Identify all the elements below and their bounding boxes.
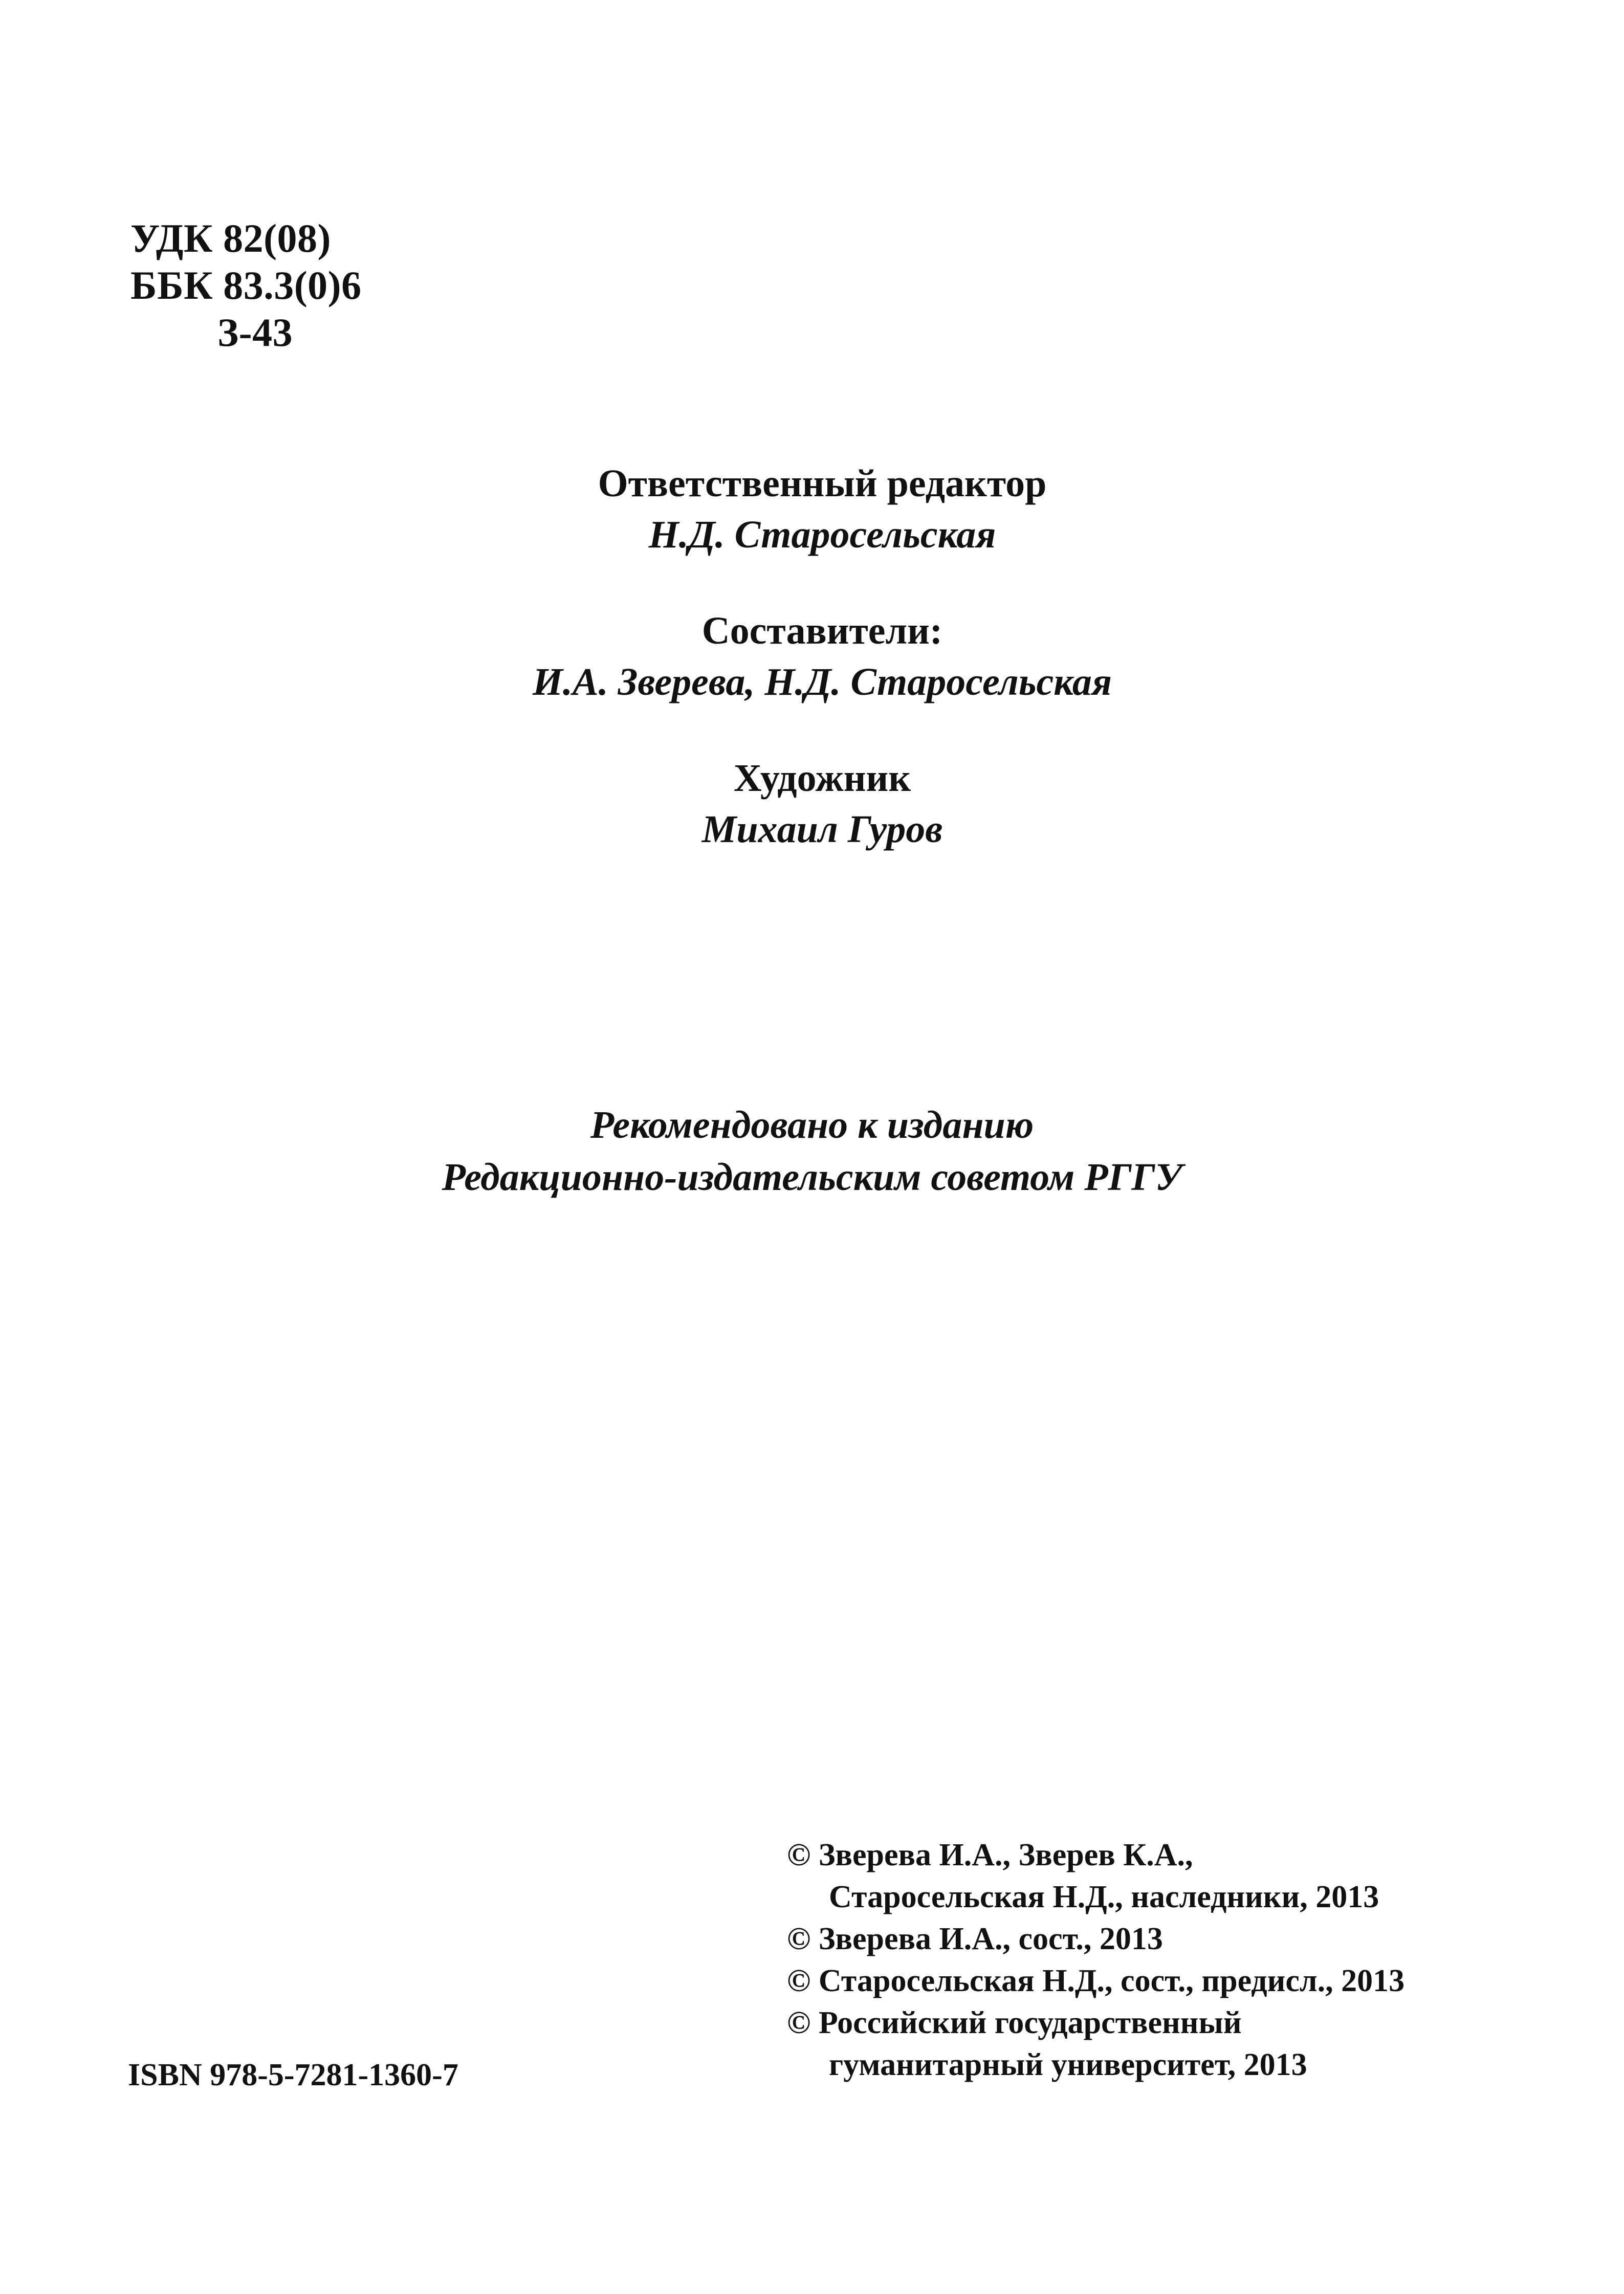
credit-compilers [20, 605, 1624, 708]
recommendation-line-2: Редакционно-издательским советом РГГУ [442, 1156, 1182, 1199]
credit-names: Н.Д. Старосельская [648, 513, 996, 556]
author-code: З-43 [217, 310, 293, 355]
copyright-entry: © Российский государственный [787, 2005, 1242, 2040]
copyright-entry: © Зверева И.А., Зверев К.А., [787, 1838, 1193, 1872]
credit-editor [20, 458, 1624, 560]
credits-section [0, 458, 1624, 900]
bbk-code: ББК 83.3(0)6 [130, 263, 362, 307]
publication-recommendation [0, 1099, 1624, 1203]
copyright-entry-continuation: гуманитарный университет, 2013 [829, 2047, 1307, 2082]
udk-code: УДК 82(08) [130, 216, 332, 260]
classification-block [130, 215, 362, 356]
isbn-number: ISBN 978-5-7281-1360-7 [128, 2058, 458, 2092]
credit-role: Составители: [701, 609, 943, 652]
copyright-block [787, 1834, 1404, 2086]
recommendation-line-1: Рекомендовано к изданию [590, 1104, 1034, 1146]
copyright-entry-continuation: Старосельская Н.Д., наследники, 2013 [829, 1880, 1379, 1914]
credit-names: И.А. Зверева, Н.Д. Старосельская [532, 660, 1112, 703]
credit-role: Ответственный редактор [598, 462, 1047, 505]
copyright-entry: © Старосельская Н.Д., сост., предисл., 2013 [787, 1964, 1405, 1998]
credit-role: Художник [733, 757, 911, 800]
credit-artist [20, 753, 1624, 855]
credit-names: Михаил Гуров [701, 808, 943, 851]
copyright-entry: © Зверева И.А., сост., 2013 [787, 1922, 1163, 1956]
